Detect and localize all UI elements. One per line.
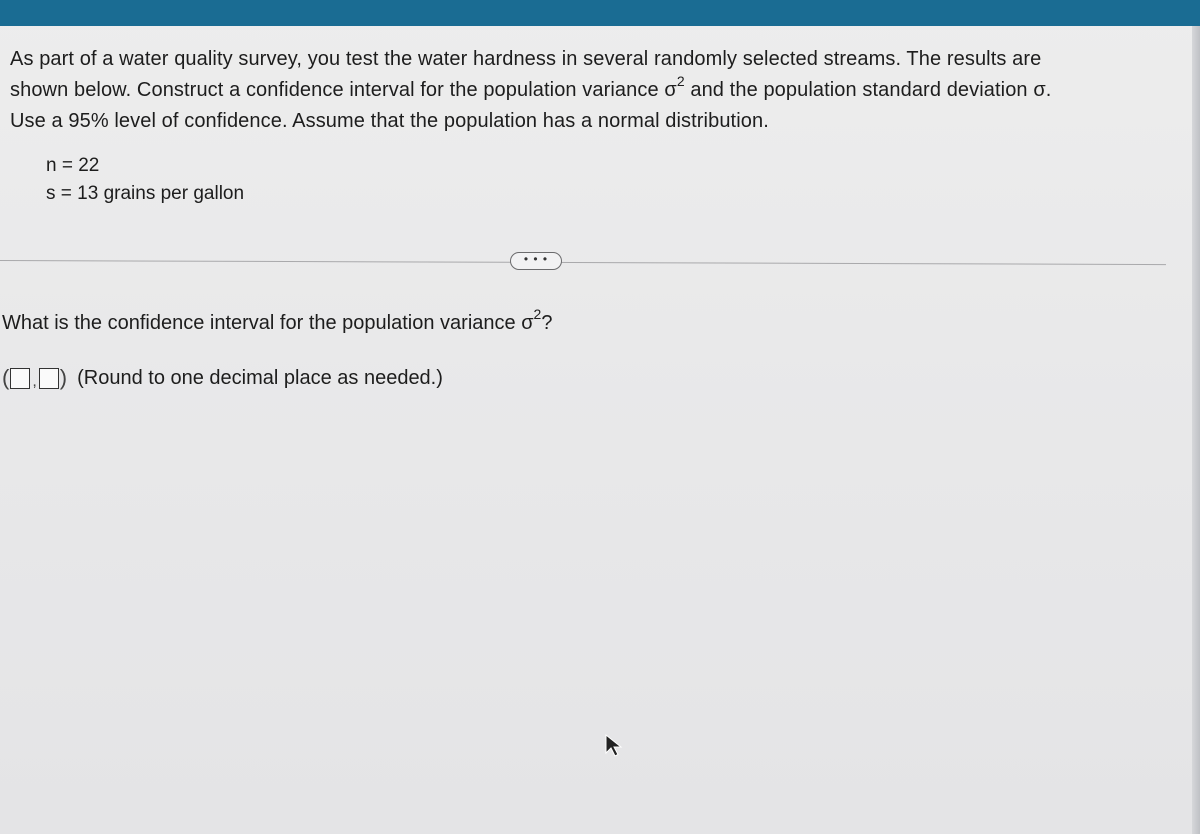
sigma-symbol-2: σ xyxy=(1033,79,1046,101)
upper-bound-input[interactable] xyxy=(39,368,59,389)
question-sigma: σ xyxy=(521,312,534,334)
problem-line-1: As part of a water quality survey, you test the water hardness in several randomly selected streams. The results are xyxy=(10,48,1042,70)
question-text xyxy=(2,308,552,338)
question-pre: What is the confidence interval for the population variance xyxy=(2,312,522,334)
screen-edge xyxy=(1192,26,1200,834)
lower-bound-input[interactable] xyxy=(10,368,30,389)
close-paren: ) xyxy=(59,365,68,390)
problem-statement xyxy=(10,44,1160,137)
section-divider xyxy=(0,260,1166,265)
problem-line-2-pre: shown below. Construct a confidence interval for the population variance xyxy=(10,79,665,101)
problem-line-3: Use a 95% level of confidence. Assume that the population has a normal distribution. xyxy=(10,110,769,132)
answer-row xyxy=(2,364,443,392)
mouse-cursor-icon xyxy=(604,733,624,757)
expand-more-button[interactable]: • • • xyxy=(510,252,562,270)
sample-std-dev: s = 13 grains per gallon xyxy=(46,183,245,204)
open-paren: ( xyxy=(2,365,10,390)
question-mark: ? xyxy=(541,312,553,334)
squared-exponent: 2 xyxy=(676,73,685,90)
comma: , xyxy=(32,373,37,390)
period: . xyxy=(1045,79,1052,101)
problem-line-2 xyxy=(10,75,1160,106)
problem-line-2-post: and the population standard deviation xyxy=(684,79,1034,101)
top-bar xyxy=(0,0,1200,26)
rounding-note: (Round to one decimal place as needed.) xyxy=(77,366,443,389)
sigma-symbol: σ xyxy=(664,79,677,101)
question-exponent: 2 xyxy=(533,306,542,323)
given-values xyxy=(46,152,244,208)
sample-size: n = 22 xyxy=(46,155,100,176)
